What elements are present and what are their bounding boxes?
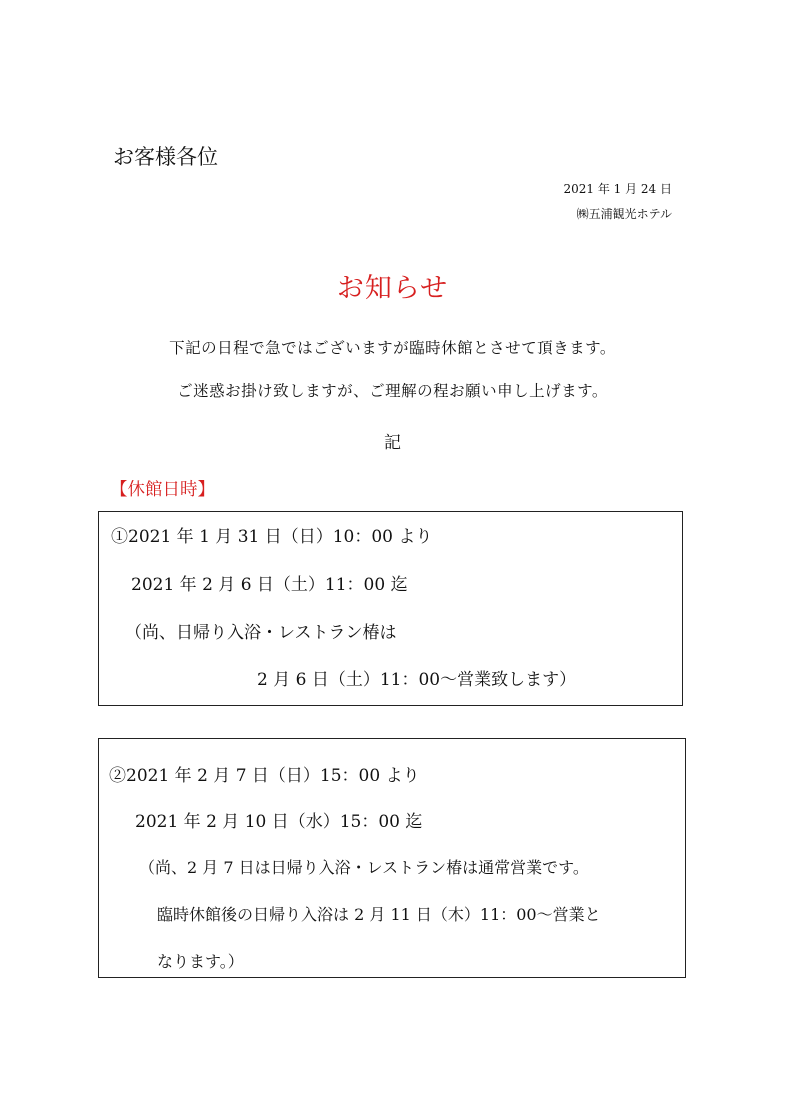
closure-period-1-box [98, 511, 683, 706]
period-2-note-line-1: （尚、2 月 7 日は日帰り入浴・レストラン椿は通常営業です。 [139, 858, 589, 877]
issue-date: 2021 年 1 月 24 日 [563, 182, 672, 196]
period-1-start: ①2021 年 1 月 31 日（日）10：00 より [111, 527, 433, 547]
period-2-note-line-3: なります。） [157, 952, 244, 971]
period-2-start: ②2021 年 2 月 7 日（日）15：00 より [109, 766, 420, 786]
notice-title: お知らせ [336, 273, 449, 304]
period-2-note-line-2: 臨時休館後の日帰り入浴は 2 月 11 日（木）11：00～営業と [157, 905, 601, 924]
period-2-end: 2021 年 2 月 10 日（水）15：00 迄 [135, 812, 423, 832]
period-1-note-line-1: （尚、日帰り入浴・レストラン椿は [125, 623, 397, 643]
period-1-note-line-2: 2 月 6 日（土）11：00～営業致します） [257, 670, 577, 690]
period-1-end: 2021 年 2 月 6 日（土）11：00 迄 [131, 575, 408, 595]
ki-marker: 記 [384, 433, 401, 453]
company-name: ㈱五浦観光ホテル [576, 207, 672, 221]
closure-section-heading: 【休館日時】 [110, 480, 215, 500]
salutation: お客様各位 [113, 145, 218, 169]
notice-body-line-2: ご迷惑お掛け致しますが、ご理解の程お願い申し上げます。 [177, 382, 608, 400]
closure-period-2-box [98, 738, 686, 978]
notice-body-line-1: 下記の日程で急ではございますが臨時休館とさせて頂きます。 [169, 339, 616, 357]
